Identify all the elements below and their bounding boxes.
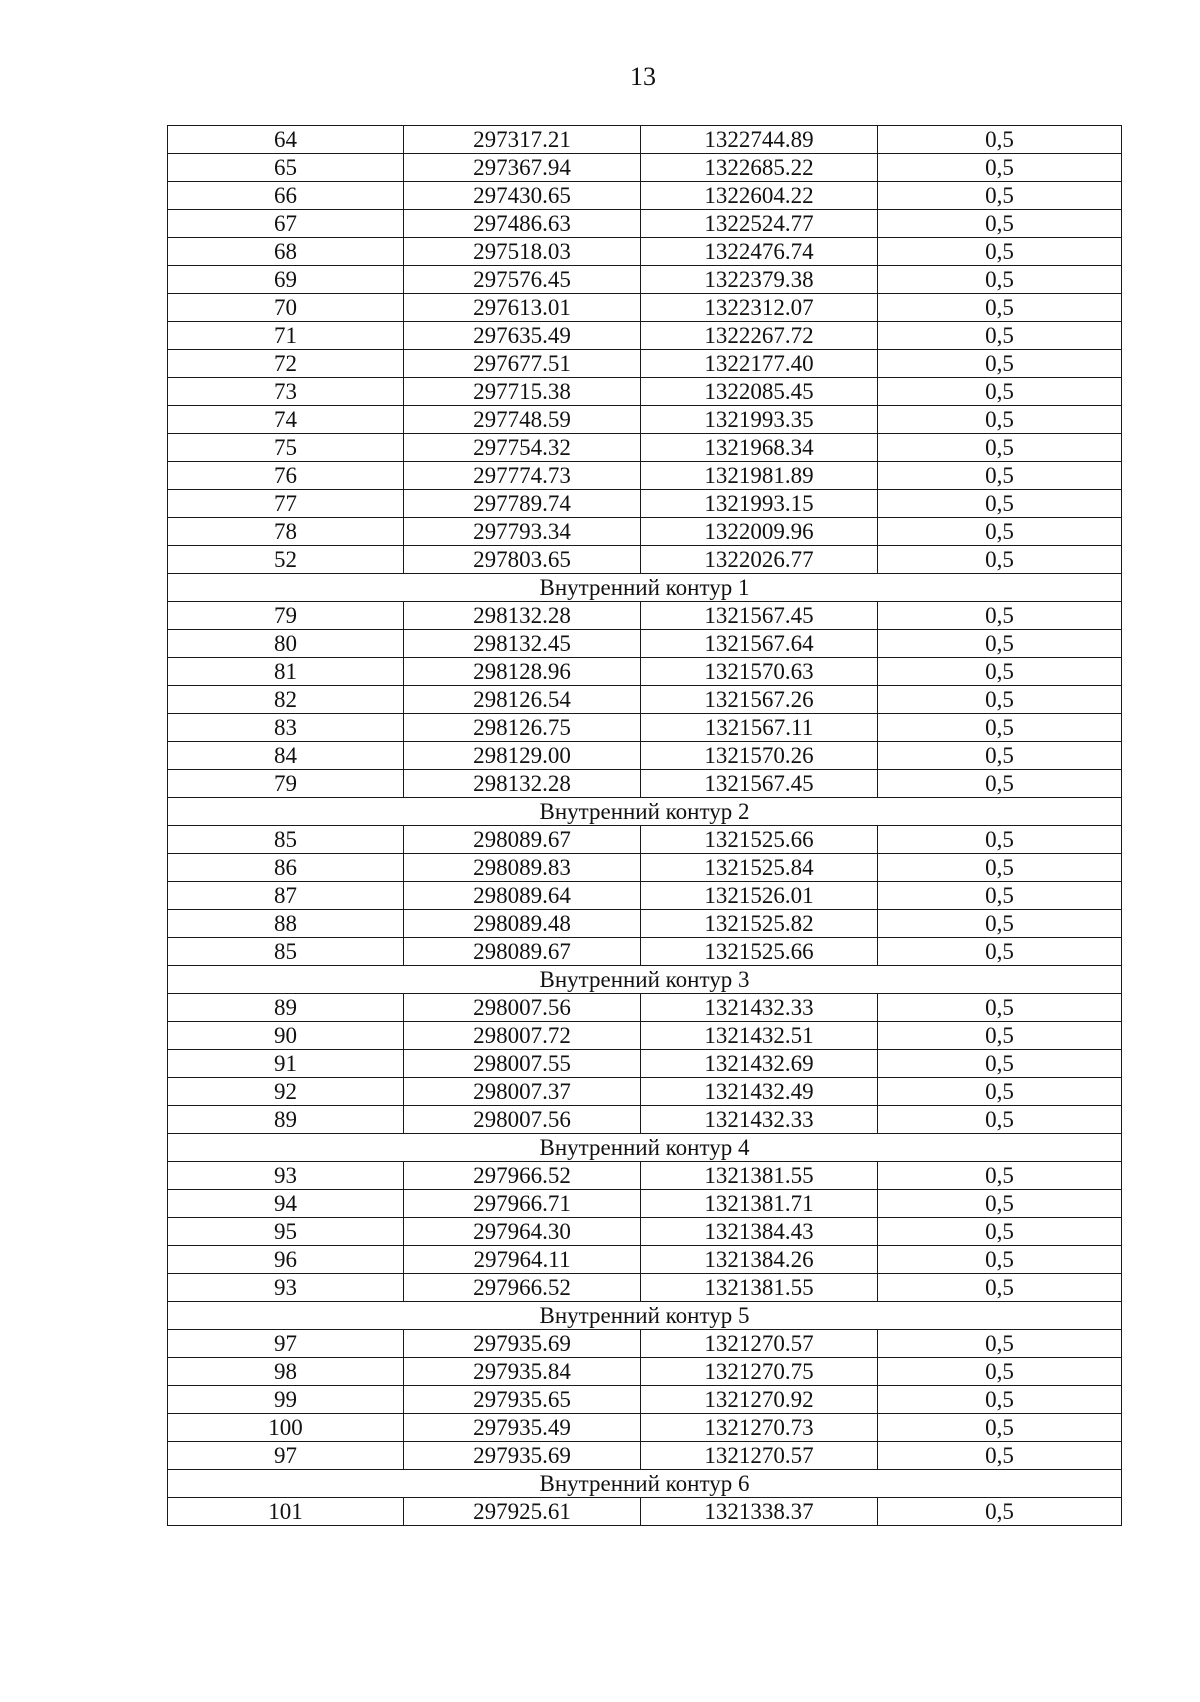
point-number-cell: 84 bbox=[168, 742, 404, 770]
point-number-cell: 79 bbox=[168, 770, 404, 798]
accuracy-cell: 0,5 bbox=[878, 126, 1122, 154]
point-number-cell: 76 bbox=[168, 462, 404, 490]
x-coordinate-cell: 297964.30 bbox=[404, 1218, 641, 1246]
y-coordinate-cell: 1322009.96 bbox=[641, 518, 878, 546]
x-coordinate-cell: 297935.84 bbox=[404, 1358, 641, 1386]
table-row bbox=[168, 434, 1122, 462]
point-number-cell: 81 bbox=[168, 658, 404, 686]
y-coordinate-cell: 1321567.26 bbox=[641, 686, 878, 714]
section-header-row bbox=[168, 1134, 1122, 1162]
point-number-cell: 75 bbox=[168, 434, 404, 462]
accuracy-cell: 0,5 bbox=[878, 742, 1122, 770]
y-coordinate-cell: 1322379.38 bbox=[641, 266, 878, 294]
table-row bbox=[168, 770, 1122, 798]
accuracy-cell: 0,5 bbox=[878, 1190, 1122, 1218]
point-number-cell: 68 bbox=[168, 238, 404, 266]
y-coordinate-cell: 1321432.69 bbox=[641, 1050, 878, 1078]
accuracy-cell: 0,5 bbox=[878, 1330, 1122, 1358]
x-coordinate-cell: 297748.59 bbox=[404, 406, 641, 434]
x-coordinate-cell: 298129.00 bbox=[404, 742, 641, 770]
y-coordinate-cell: 1322524.77 bbox=[641, 210, 878, 238]
y-coordinate-cell: 1321570.63 bbox=[641, 658, 878, 686]
y-coordinate-cell: 1321270.92 bbox=[641, 1386, 878, 1414]
accuracy-cell: 0,5 bbox=[878, 1414, 1122, 1442]
point-number-cell: 97 bbox=[168, 1330, 404, 1358]
accuracy-cell: 0,5 bbox=[878, 238, 1122, 266]
accuracy-cell: 0,5 bbox=[878, 1358, 1122, 1386]
point-number-cell: 99 bbox=[168, 1386, 404, 1414]
y-coordinate-cell: 1321570.26 bbox=[641, 742, 878, 770]
table-row bbox=[168, 462, 1122, 490]
point-number-cell: 93 bbox=[168, 1162, 404, 1190]
y-coordinate-cell: 1321567.11 bbox=[641, 714, 878, 742]
table-row bbox=[168, 406, 1122, 434]
table-row bbox=[168, 490, 1122, 518]
y-coordinate-cell: 1321993.15 bbox=[641, 490, 878, 518]
y-coordinate-cell: 1321381.55 bbox=[641, 1274, 878, 1302]
x-coordinate-cell: 298132.28 bbox=[404, 602, 641, 630]
table-row bbox=[168, 546, 1122, 574]
point-number-cell: 88 bbox=[168, 910, 404, 938]
y-coordinate-cell: 1322085.45 bbox=[641, 378, 878, 406]
y-coordinate-cell: 1321432.33 bbox=[641, 1106, 878, 1134]
x-coordinate-cell: 297964.11 bbox=[404, 1246, 641, 1274]
point-number-cell: 96 bbox=[168, 1246, 404, 1274]
point-number-cell: 92 bbox=[168, 1078, 404, 1106]
y-coordinate-cell: 1322312.07 bbox=[641, 294, 878, 322]
section-header-row bbox=[168, 798, 1122, 826]
accuracy-cell: 0,5 bbox=[878, 518, 1122, 546]
y-coordinate-cell: 1322026.77 bbox=[641, 546, 878, 574]
section-label: Внутренний контур 5 bbox=[168, 1302, 1122, 1330]
accuracy-cell: 0,5 bbox=[878, 658, 1122, 686]
section-label: Внутренний контур 6 bbox=[168, 1470, 1122, 1498]
accuracy-cell: 0,5 bbox=[878, 266, 1122, 294]
table-row bbox=[168, 742, 1122, 770]
point-number-cell: 79 bbox=[168, 602, 404, 630]
table-row bbox=[168, 938, 1122, 966]
table-row bbox=[168, 378, 1122, 406]
y-coordinate-cell: 1321993.35 bbox=[641, 406, 878, 434]
table-row bbox=[168, 1106, 1122, 1134]
x-coordinate-cell: 297789.74 bbox=[404, 490, 641, 518]
y-coordinate-cell: 1322744.89 bbox=[641, 126, 878, 154]
coordinates-table bbox=[167, 125, 1122, 1526]
point-number-cell: 94 bbox=[168, 1190, 404, 1218]
y-coordinate-cell: 1321432.49 bbox=[641, 1078, 878, 1106]
point-number-cell: 83 bbox=[168, 714, 404, 742]
accuracy-cell: 0,5 bbox=[878, 434, 1122, 462]
x-coordinate-cell: 297486.63 bbox=[404, 210, 641, 238]
table-row bbox=[168, 686, 1122, 714]
y-coordinate-cell: 1321525.66 bbox=[641, 938, 878, 966]
point-number-cell: 85 bbox=[168, 938, 404, 966]
table-row bbox=[168, 1274, 1122, 1302]
accuracy-cell: 0,5 bbox=[878, 1022, 1122, 1050]
accuracy-cell: 0,5 bbox=[878, 1274, 1122, 1302]
x-coordinate-cell: 297576.45 bbox=[404, 266, 641, 294]
accuracy-cell: 0,5 bbox=[878, 770, 1122, 798]
x-coordinate-cell: 298126.54 bbox=[404, 686, 641, 714]
table-row bbox=[168, 1386, 1122, 1414]
table-row bbox=[168, 182, 1122, 210]
x-coordinate-cell: 298132.45 bbox=[404, 630, 641, 658]
table-row bbox=[168, 350, 1122, 378]
y-coordinate-cell: 1321270.57 bbox=[641, 1442, 878, 1470]
x-coordinate-cell: 297925.61 bbox=[404, 1498, 641, 1526]
point-number-cell: 89 bbox=[168, 1106, 404, 1134]
table-row bbox=[168, 1246, 1122, 1274]
y-coordinate-cell: 1321381.71 bbox=[641, 1190, 878, 1218]
accuracy-cell: 0,5 bbox=[878, 630, 1122, 658]
y-coordinate-cell: 1322685.22 bbox=[641, 154, 878, 182]
table-row bbox=[168, 994, 1122, 1022]
x-coordinate-cell: 297935.69 bbox=[404, 1442, 641, 1470]
table-row bbox=[168, 1358, 1122, 1386]
section-label: Внутренний контур 1 bbox=[168, 574, 1122, 602]
accuracy-cell: 0,5 bbox=[878, 994, 1122, 1022]
accuracy-cell: 0,5 bbox=[878, 378, 1122, 406]
y-coordinate-cell: 1321381.55 bbox=[641, 1162, 878, 1190]
y-coordinate-cell: 1321432.33 bbox=[641, 994, 878, 1022]
y-coordinate-cell: 1321981.89 bbox=[641, 462, 878, 490]
point-number-cell: 86 bbox=[168, 854, 404, 882]
table-row bbox=[168, 1078, 1122, 1106]
table-row bbox=[168, 518, 1122, 546]
table-row bbox=[168, 714, 1122, 742]
section-label: Внутренний контур 3 bbox=[168, 966, 1122, 994]
accuracy-cell: 0,5 bbox=[878, 406, 1122, 434]
point-number-cell: 90 bbox=[168, 1022, 404, 1050]
section-label: Внутренний контур 4 bbox=[168, 1134, 1122, 1162]
x-coordinate-cell: 298089.67 bbox=[404, 826, 641, 854]
accuracy-cell: 0,5 bbox=[878, 1442, 1122, 1470]
accuracy-cell: 0,5 bbox=[878, 182, 1122, 210]
accuracy-cell: 0,5 bbox=[878, 294, 1122, 322]
table-row bbox=[168, 238, 1122, 266]
point-number-cell: 77 bbox=[168, 490, 404, 518]
accuracy-cell: 0,5 bbox=[878, 1078, 1122, 1106]
point-number-cell: 69 bbox=[168, 266, 404, 294]
point-number-cell: 82 bbox=[168, 686, 404, 714]
point-number-cell: 89 bbox=[168, 994, 404, 1022]
x-coordinate-cell: 298126.75 bbox=[404, 714, 641, 742]
x-coordinate-cell: 297430.65 bbox=[404, 182, 641, 210]
accuracy-cell: 0,5 bbox=[878, 154, 1122, 182]
x-coordinate-cell: 297935.69 bbox=[404, 1330, 641, 1358]
accuracy-cell: 0,5 bbox=[878, 854, 1122, 882]
accuracy-cell: 0,5 bbox=[878, 910, 1122, 938]
x-coordinate-cell: 298089.48 bbox=[404, 910, 641, 938]
point-number-cell: 100 bbox=[168, 1414, 404, 1442]
point-number-cell: 85 bbox=[168, 826, 404, 854]
point-number-cell: 52 bbox=[168, 546, 404, 574]
table-row bbox=[168, 322, 1122, 350]
y-coordinate-cell: 1321338.37 bbox=[641, 1498, 878, 1526]
y-coordinate-cell: 1321270.57 bbox=[641, 1330, 878, 1358]
x-coordinate-cell: 297966.52 bbox=[404, 1274, 641, 1302]
table-row bbox=[168, 266, 1122, 294]
y-coordinate-cell: 1321567.45 bbox=[641, 770, 878, 798]
accuracy-cell: 0,5 bbox=[878, 714, 1122, 742]
accuracy-cell: 0,5 bbox=[878, 210, 1122, 238]
point-number-cell: 74 bbox=[168, 406, 404, 434]
y-coordinate-cell: 1321432.51 bbox=[641, 1022, 878, 1050]
table-row bbox=[168, 910, 1122, 938]
accuracy-cell: 0,5 bbox=[878, 826, 1122, 854]
x-coordinate-cell: 297966.52 bbox=[404, 1162, 641, 1190]
x-coordinate-cell: 297518.03 bbox=[404, 238, 641, 266]
accuracy-cell: 0,5 bbox=[878, 1106, 1122, 1134]
y-coordinate-cell: 1321567.45 bbox=[641, 602, 878, 630]
accuracy-cell: 0,5 bbox=[878, 882, 1122, 910]
table-row bbox=[168, 294, 1122, 322]
y-coordinate-cell: 1321270.73 bbox=[641, 1414, 878, 1442]
table-row bbox=[168, 1162, 1122, 1190]
x-coordinate-cell: 298007.56 bbox=[404, 994, 641, 1022]
point-number-cell: 101 bbox=[168, 1498, 404, 1526]
accuracy-cell: 0,5 bbox=[878, 938, 1122, 966]
table-row bbox=[168, 1190, 1122, 1218]
y-coordinate-cell: 1321525.82 bbox=[641, 910, 878, 938]
y-coordinate-cell: 1321270.75 bbox=[641, 1358, 878, 1386]
table-row bbox=[168, 882, 1122, 910]
accuracy-cell: 0,5 bbox=[878, 1050, 1122, 1078]
table-row bbox=[168, 854, 1122, 882]
x-coordinate-cell: 297803.65 bbox=[404, 546, 641, 574]
y-coordinate-cell: 1321968.34 bbox=[641, 434, 878, 462]
x-coordinate-cell: 297317.21 bbox=[404, 126, 641, 154]
x-coordinate-cell: 297635.49 bbox=[404, 322, 641, 350]
y-coordinate-cell: 1321525.84 bbox=[641, 854, 878, 882]
y-coordinate-cell: 1321567.64 bbox=[641, 630, 878, 658]
x-coordinate-cell: 298089.64 bbox=[404, 882, 641, 910]
point-number-cell: 95 bbox=[168, 1218, 404, 1246]
table-row bbox=[168, 210, 1122, 238]
x-coordinate-cell: 297966.71 bbox=[404, 1190, 641, 1218]
x-coordinate-cell: 297613.01 bbox=[404, 294, 641, 322]
x-coordinate-cell: 298007.72 bbox=[404, 1022, 641, 1050]
y-coordinate-cell: 1321384.26 bbox=[641, 1246, 878, 1274]
table-row bbox=[168, 1050, 1122, 1078]
y-coordinate-cell: 1322267.72 bbox=[641, 322, 878, 350]
table-row bbox=[168, 826, 1122, 854]
table-row bbox=[168, 658, 1122, 686]
section-header-row bbox=[168, 1302, 1122, 1330]
point-number-cell: 80 bbox=[168, 630, 404, 658]
x-coordinate-cell: 297754.32 bbox=[404, 434, 641, 462]
x-coordinate-cell: 297677.51 bbox=[404, 350, 641, 378]
point-number-cell: 66 bbox=[168, 182, 404, 210]
section-label: Внутренний контур 2 bbox=[168, 798, 1122, 826]
point-number-cell: 93 bbox=[168, 1274, 404, 1302]
x-coordinate-cell: 297774.73 bbox=[404, 462, 641, 490]
x-coordinate-cell: 297935.49 bbox=[404, 1414, 641, 1442]
table-row bbox=[168, 1414, 1122, 1442]
accuracy-cell: 0,5 bbox=[878, 602, 1122, 630]
table-row bbox=[168, 1498, 1122, 1526]
y-coordinate-cell: 1321526.01 bbox=[641, 882, 878, 910]
x-coordinate-cell: 298089.67 bbox=[404, 938, 641, 966]
y-coordinate-cell: 1322604.22 bbox=[641, 182, 878, 210]
accuracy-cell: 0,5 bbox=[878, 1498, 1122, 1526]
accuracy-cell: 0,5 bbox=[878, 322, 1122, 350]
x-coordinate-cell: 298007.55 bbox=[404, 1050, 641, 1078]
y-coordinate-cell: 1322476.74 bbox=[641, 238, 878, 266]
table-row bbox=[168, 630, 1122, 658]
accuracy-cell: 0,5 bbox=[878, 686, 1122, 714]
x-coordinate-cell: 298132.28 bbox=[404, 770, 641, 798]
accuracy-cell: 0,5 bbox=[878, 490, 1122, 518]
accuracy-cell: 0,5 bbox=[878, 350, 1122, 378]
x-coordinate-cell: 298128.96 bbox=[404, 658, 641, 686]
table-row bbox=[168, 602, 1122, 630]
y-coordinate-cell: 1321525.66 bbox=[641, 826, 878, 854]
x-coordinate-cell: 298089.83 bbox=[404, 854, 641, 882]
section-header-row bbox=[168, 574, 1122, 602]
point-number-cell: 64 bbox=[168, 126, 404, 154]
point-number-cell: 70 bbox=[168, 294, 404, 322]
point-number-cell: 91 bbox=[168, 1050, 404, 1078]
table-row bbox=[168, 154, 1122, 182]
coordinates-table-body bbox=[168, 126, 1122, 1526]
accuracy-cell: 0,5 bbox=[878, 1218, 1122, 1246]
y-coordinate-cell: 1322177.40 bbox=[641, 350, 878, 378]
x-coordinate-cell: 298007.56 bbox=[404, 1106, 641, 1134]
point-number-cell: 97 bbox=[168, 1442, 404, 1470]
y-coordinate-cell: 1321384.43 bbox=[641, 1218, 878, 1246]
accuracy-cell: 0,5 bbox=[878, 1386, 1122, 1414]
accuracy-cell: 0,5 bbox=[878, 546, 1122, 574]
point-number-cell: 72 bbox=[168, 350, 404, 378]
table-row bbox=[168, 126, 1122, 154]
table-row bbox=[168, 1218, 1122, 1246]
table-row bbox=[168, 1330, 1122, 1358]
x-coordinate-cell: 297715.38 bbox=[404, 378, 641, 406]
section-header-row bbox=[168, 966, 1122, 994]
point-number-cell: 71 bbox=[168, 322, 404, 350]
point-number-cell: 67 bbox=[168, 210, 404, 238]
accuracy-cell: 0,5 bbox=[878, 1162, 1122, 1190]
point-number-cell: 65 bbox=[168, 154, 404, 182]
table-row bbox=[168, 1442, 1122, 1470]
x-coordinate-cell: 297793.34 bbox=[404, 518, 641, 546]
accuracy-cell: 0,5 bbox=[878, 1246, 1122, 1274]
page-number: 13 bbox=[630, 62, 656, 91]
section-header-row bbox=[168, 1470, 1122, 1498]
accuracy-cell: 0,5 bbox=[878, 462, 1122, 490]
table-row bbox=[168, 1022, 1122, 1050]
point-number-cell: 78 bbox=[168, 518, 404, 546]
point-number-cell: 87 bbox=[168, 882, 404, 910]
x-coordinate-cell: 297935.65 bbox=[404, 1386, 641, 1414]
point-number-cell: 98 bbox=[168, 1358, 404, 1386]
x-coordinate-cell: 298007.37 bbox=[404, 1078, 641, 1106]
x-coordinate-cell: 297367.94 bbox=[404, 154, 641, 182]
point-number-cell: 73 bbox=[168, 378, 404, 406]
